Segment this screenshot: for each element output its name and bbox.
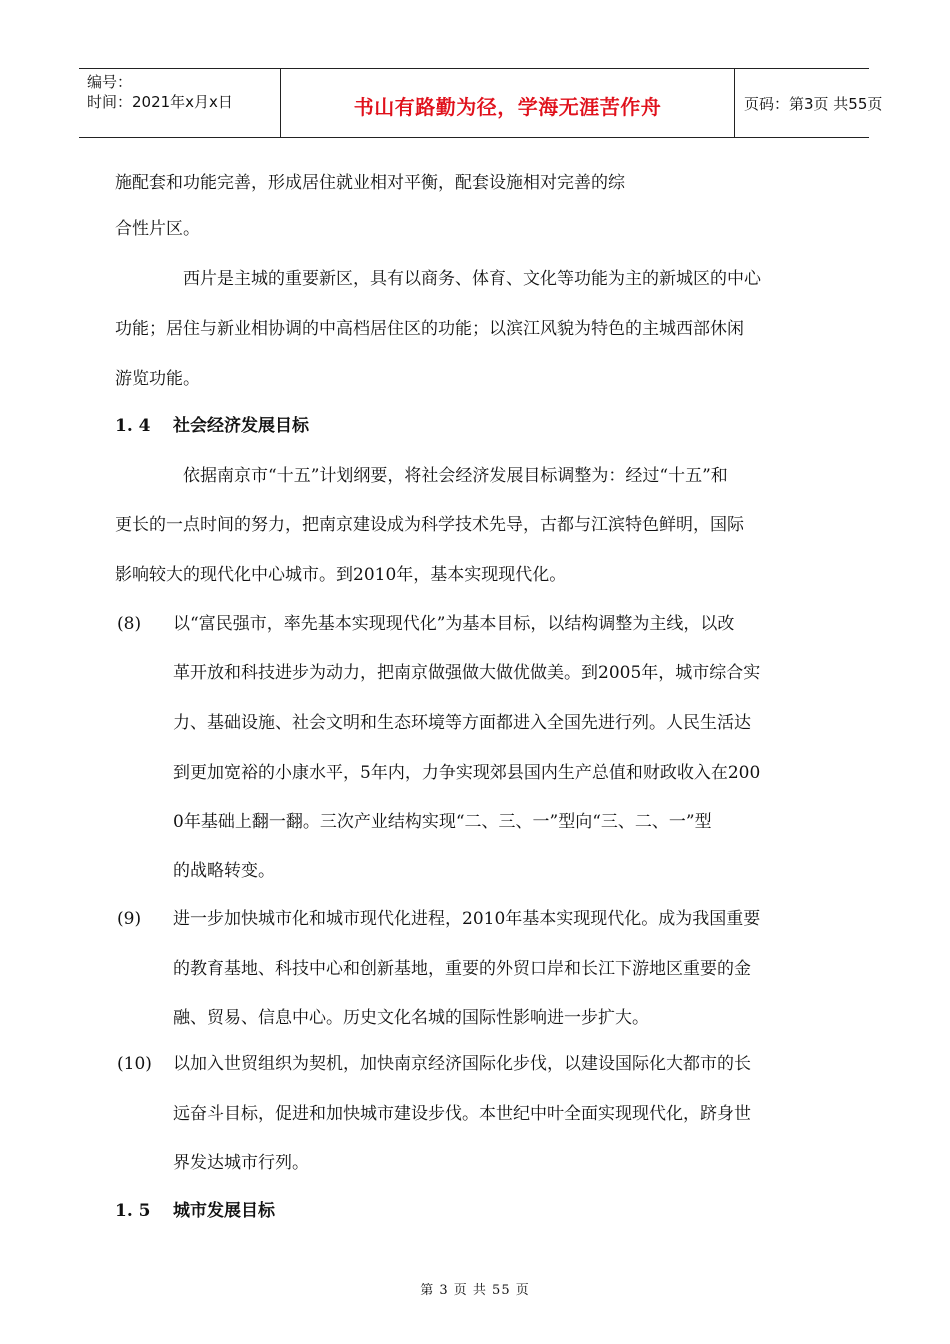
header-slogan-cell bbox=[280, 69, 735, 137]
list-item-line: 的教育基地、科技中心和创新基地，重要的外贸口岸和长江下游地区重要的金 bbox=[173, 959, 751, 979]
list-item-number: (10) bbox=[117, 1054, 152, 1074]
section-number: 1. 4 bbox=[115, 416, 151, 436]
list-item-line: 远奋斗目标，促进和加快城市建设步伐。本世纪中叶全面实现现代化，跻身世 bbox=[173, 1104, 751, 1124]
header-meta-cell bbox=[79, 69, 280, 137]
header-slogan: 书山有路勤为径，学海无涯苦作舟 bbox=[353, 95, 662, 119]
paragraph-line: 施配套和功能完善，形成居住就业相对平衡，配套设施相对完善的综 bbox=[115, 173, 625, 193]
document-number-label: 编号： bbox=[87, 73, 133, 91]
list-item-number: (8) bbox=[117, 614, 142, 634]
list-item-line: 力、基础设施、社会文明和生态环境等方面都进入全国先进行列。人民生活达 bbox=[173, 713, 751, 733]
list-item-line: 进一步加快城市化和城市现代化进程，2010年基本实现现代化。成为我国重要 bbox=[173, 909, 761, 929]
list-item-line: 革开放和科技进步为动力，把南京做强做大做优做美。到2005年，城市综合实 bbox=[173, 663, 761, 683]
list-item-line: 到更加宽裕的小康水平，5年内，力争实现郊县国内生产总值和财政收入在200 bbox=[173, 763, 761, 783]
list-item-line: 的战略转变。 bbox=[173, 861, 275, 881]
list-item-line: 以“富民强市，率先基本实现现代化”为基本目标，以结构调整为主线，以改 bbox=[173, 614, 735, 634]
header-page-cell bbox=[734, 69, 883, 137]
header-page-info: 页码：第3页 共55页 bbox=[744, 95, 883, 113]
section-number: 1. 5 bbox=[115, 1201, 151, 1221]
list-item-number: (9) bbox=[117, 909, 142, 929]
list-item-line: 以加入世贸组织为契机，加快南京经济国际化步伐，以建设国际化大都市的长 bbox=[173, 1054, 751, 1074]
paragraph-line: 游览功能。 bbox=[115, 369, 200, 389]
paragraph-line: 更长的一点时间的努力，把南京建设成为科学技术先导，古都与江滨特色鲜明，国际 bbox=[115, 515, 744, 535]
paragraph-line: 依据南京市“十五”计划纲要，将社会经济发展目标调整为：经过“十五”和 bbox=[183, 466, 728, 486]
section-heading: 城市发展目标 bbox=[173, 1201, 275, 1221]
page-header bbox=[79, 68, 883, 138]
page-footer: 第 3 页 共 55 页 bbox=[420, 1283, 530, 1298]
paragraph-line: 西片是主城的重要新区，具有以商务、体育、文化等功能为主的新城区的中心 bbox=[183, 269, 761, 289]
list-item-line: 融、贸易、信息中心。历史文化名城的国际性影响进一步扩大。 bbox=[173, 1008, 649, 1028]
paragraph-line: 功能；居住与新业相协调的中高档居住区的功能；以滨江风貌为特色的主城西部休闲 bbox=[115, 319, 744, 339]
list-item-line: 界发达城市行列。 bbox=[173, 1153, 309, 1173]
paragraph-line: 影响较大的现代化中心城市。到2010年，基本实现现代化。 bbox=[115, 565, 567, 585]
section-heading: 社会经济发展目标 bbox=[173, 416, 309, 436]
paragraph-line: 合性片区。 bbox=[115, 219, 200, 239]
list-item-line: 0年基础上翻一翻。三次产业结构实现“二、三、一”型向“三、二、一”型 bbox=[173, 812, 712, 832]
document-date-label: 时间：2021年x月x日 bbox=[87, 93, 233, 111]
